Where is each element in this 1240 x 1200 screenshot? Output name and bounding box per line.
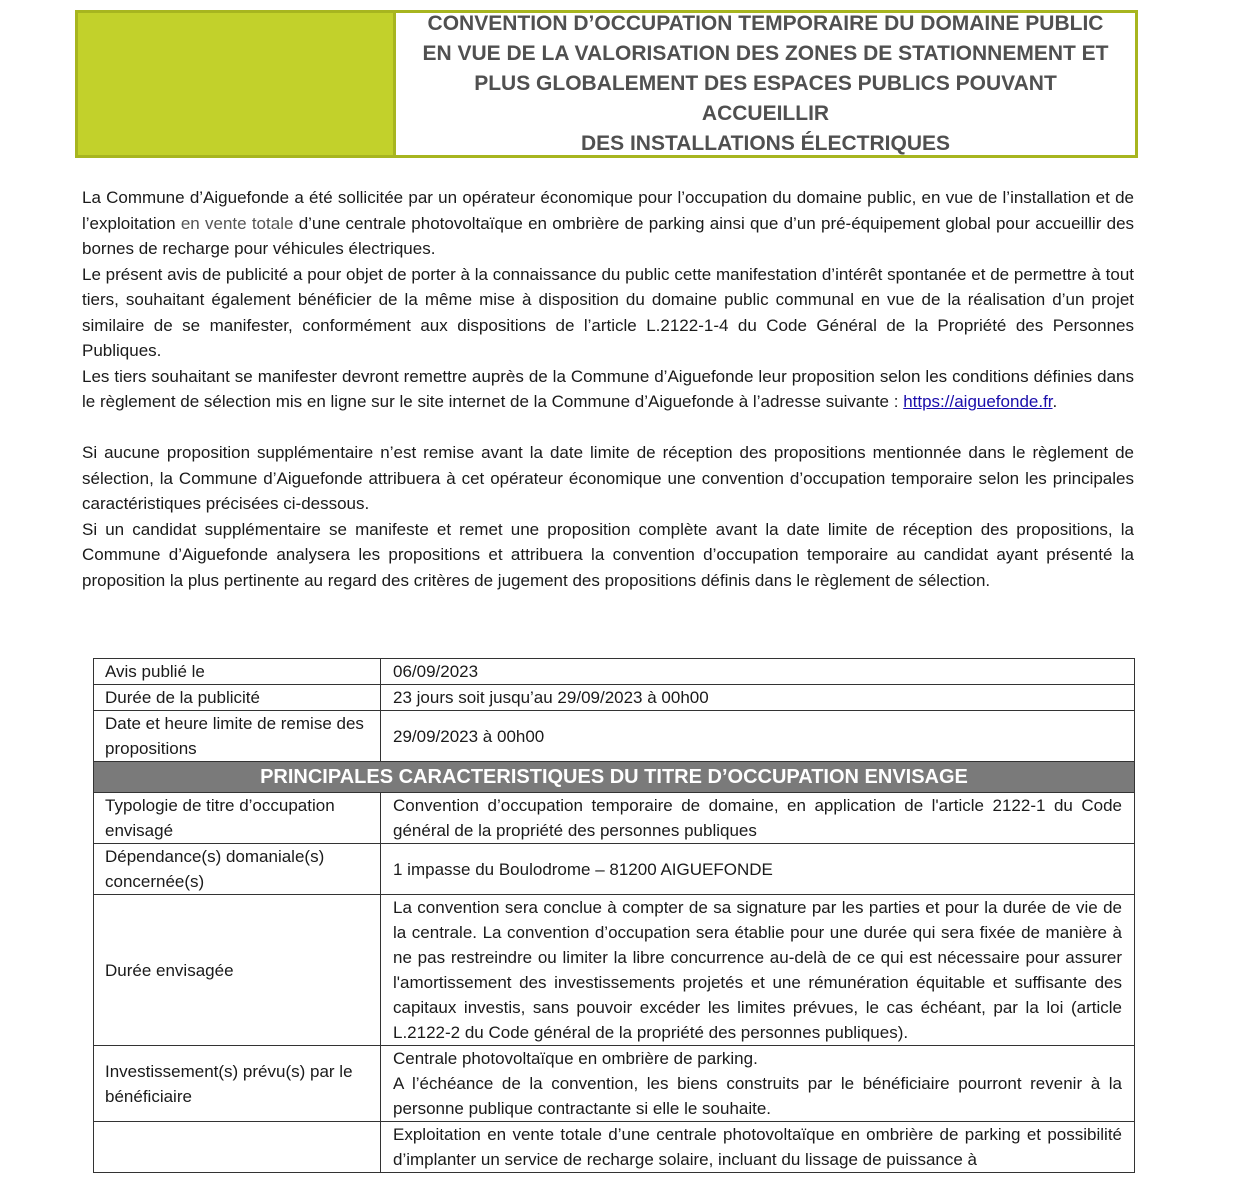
intro-paragraph-4: Si aucune proposition supplémentaire n’est remise avant la date limite de réception des propositions mentionnée dans le règlement de sélection, la Commune d’Aiguefonde attribuera à cet opérateur économique une convention d’occupation temporaire selon les principales caractéristiques précisées ci-dessous. — [82, 443, 1134, 513]
table-row — [94, 685, 1135, 711]
intro-paragraph-2: Le présent avis de publicité a pour objet de porter à la connaissance du public cette manifestation d’intérêt spontanée et de permettre à tout tiers, souhaitant également bénéficier de la même mise à disposition du domaine public communal en vue de la réalisation d’un projet similaire de se manifester, conformément aux dispositions de l’article L.2122-1-4 du Code Général de la Propriété des Personnes Publiques. — [82, 264, 1134, 360]
row-value: Convention d’occupation temporaire de domaine, en application de l'article 2122-1 du Code général de la propriété des personnes publiques — [381, 793, 1135, 844]
row-label: Dépendance(s) domaniale(s) concernée(s) — [94, 844, 381, 895]
row-label: Date et heure limite de remise des propositions — [94, 711, 381, 762]
title-line: CONVENTION D’OCCUPATION TEMPORAIRE DU DOMAINE PUBLIC — [427, 12, 1104, 35]
row-label: Durée envisagée — [94, 895, 381, 1046]
row-label: Typologie de titre d’occupation envisagé — [94, 793, 381, 844]
row-value: 1 impasse du Boulodrome – 81200 AIGUEFONDE — [381, 844, 1135, 895]
document-header — [75, 10, 1138, 158]
highlighted-phrase: en vente totale — [180, 213, 294, 233]
title-line: PLUS GLOBALEMENT DES ESPACES PUBLICS POUVANT ACCUEILLIR — [474, 72, 1057, 125]
row-value: 06/09/2023 — [381, 659, 1135, 685]
row-value: 23 jours soit jusqu’au 29/09/2023 à 00h00 — [381, 685, 1135, 711]
table-row — [94, 793, 1135, 844]
section-title: PRINCIPALES CARACTERISTIQUES DU TITRE D’OCCUPATION ENVISAGE — [94, 762, 1135, 793]
row-value: 29/09/2023 à 00h00 — [381, 711, 1135, 762]
table-row — [94, 659, 1135, 685]
title-line: EN VUE DE LA VALORISATION DES ZONES DE STATIONNEMENT ET — [422, 42, 1109, 65]
section-header-row — [94, 762, 1135, 793]
row-value: La convention sera conclue à compter de sa signature par les parties et pour la durée de vie de la centrale. La convention d’occupation sera établie pour une durée qui sera fixée de manière à ne pas restreindre ou limiter la libre concurrence au-delà de ce qui est nécessaire pour assurer l'amortissement des investissements projetés et une rémunération équitable et suffisante des capitaux investis, sans pouvoir excéder les limites prévues, le cas échéant, par la loi (article L.2122-2 du Code général de la propriété des personnes publiques). — [381, 895, 1135, 1046]
row-label: Investissement(s) prévu(s) par le bénéficiaire — [94, 1046, 381, 1122]
row-label: Durée de la publicité — [94, 685, 381, 711]
row-value: Centrale photovoltaïque en ombrière de parking. A l’échéance de la convention, les biens construits par le bénéficiaire pourront revenir à la personne publique contractante si elle le souhaite. — [381, 1046, 1135, 1122]
table-row — [94, 1122, 1135, 1173]
intro-paragraph-1: La Commune d’Aiguefonde a été sollicitée par un opérateur économique pour l’occupation du domaine public, en vue de l’installation et de l’exploitation en vente totale d’une centrale photovoltaïque en ombrière de parking ainsi que d’un pré-équipement global pour accueillir des bornes de recharge pour véhicules électriques. — [82, 188, 1135, 258]
table-row — [94, 711, 1135, 762]
row-label — [94, 1122, 381, 1173]
intro-paragraph-3: Les tiers souhaitant se manifester devront remettre auprès de la Commune d’Aiguefonde leur proposition selon les conditions définies dans le règlement de sélection mis en ligne sur le site internet de la Commune d’Aiguefonde à l’adresse suivante : https://aiguefonde.fr. — [82, 366, 1134, 411]
row-label: Avis publié le — [94, 659, 381, 685]
table-row — [94, 895, 1135, 1046]
intro-text — [82, 185, 1134, 593]
header-accent-block — [78, 13, 396, 155]
publication-table — [93, 658, 1135, 1173]
table-row — [94, 1046, 1135, 1122]
document-title — [396, 13, 1135, 155]
row-value: Exploitation en vente totale d’une centrale photovoltaïque en ombrière de parking et possibilité d’implanter un service de recharge solaire, incluant du lissage de puissance à — [381, 1122, 1135, 1173]
table-row — [94, 844, 1135, 895]
website-link[interactable]: https://aiguefonde.fr — [903, 392, 1053, 411]
intro-paragraph-5: Si un candidat supplémentaire se manifeste et remet une proposition complète avant la date limite de réception des propositions, la Commune d’Aiguefonde analysera les propositions et attribuera la convention d’occupation temporaire au candidat ayant présenté la proposition la plus pertinente au regard des critères de jugement des propositions définis dans le règlement de sélection. — [82, 519, 1134, 590]
title-line: DES INSTALLATIONS ÉLECTRIQUES — [580, 132, 951, 155]
